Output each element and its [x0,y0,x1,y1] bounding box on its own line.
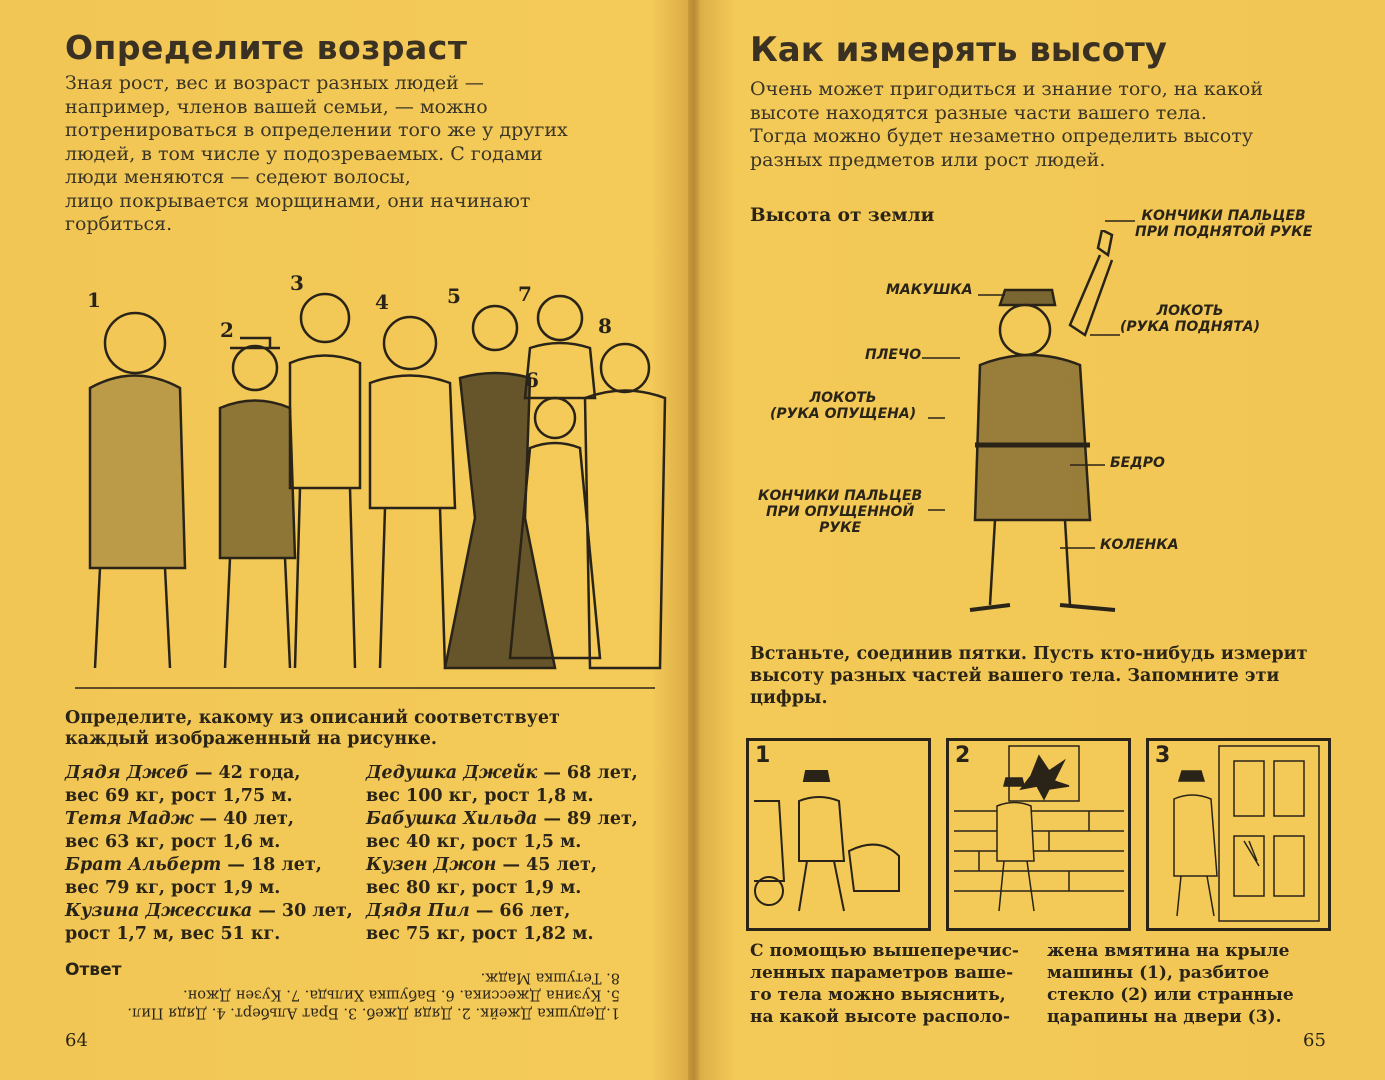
answer-line: 1.Дедушка Джейк. 2. Дядя Джеб. 3. Брат Альберт. 4. Дядя Пил. [127,1004,620,1021]
label-crown: МАКУШКА [886,282,973,298]
desc-rest: — 89 лет, [537,809,638,829]
caption-col2 [1047,940,1294,1028]
desc-row [65,854,353,877]
figure-number: 1 [87,288,101,312]
desc-row [366,762,638,785]
panel-window [946,738,1131,931]
desc-row [65,808,353,831]
descriptions-col1 [65,762,353,946]
descriptions-col2 [366,762,638,946]
page-title-right: Как измерять высоту [750,30,1167,70]
caption-line: на какой высоте располо- [750,1007,1011,1027]
instruction-line: Встаньте, соединив пятки. Пусть кто-нибудь измерит [750,644,1308,664]
panel-car-drawing [749,741,928,928]
intro-line: людей, в том числе у подозреваемых. С годами [65,142,543,165]
label-elbow-down: ЛОКОТЬ (РУКА ОПУЩЕНА) [770,390,917,422]
caption-line: жена вмятина на крыле [1047,941,1290,961]
desc-name: Брат Альберт [65,855,222,875]
desc-row [366,808,638,831]
question-text [65,708,665,750]
leader-lines [700,0,1385,640]
caption-line: царапины на двери (3). [1047,1007,1282,1027]
intro-line: Тогда можно будет незаметно определить высоту [750,125,1254,147]
intro-line: Очень может пригодиться и знание того, на какой [750,78,1263,100]
desc-rest: — 18 лет, [221,855,322,875]
label-shoulder: ПЛЕЧО [865,347,922,363]
label-knee: КОЛЕНКА [1100,537,1179,553]
figure-number: 6 [525,368,539,392]
caption-col1 [750,940,1019,1028]
desc-row [366,900,638,923]
answer-line: 8. Тетушка Мадж. [480,969,620,986]
instruction-line: цифры. [750,688,828,708]
label-elbow-up: ЛОКОТЬ (РУКА ПОДНЯТА) [1120,303,1260,335]
family-illustration [55,268,670,708]
page-left [0,0,690,1080]
panel-door [1146,738,1331,931]
desc-rest: вес 100 кг, рост 1,8 м. [366,786,594,806]
desc-rest: вес 69 кг, рост 1,75 м. [65,786,293,806]
intro-line: лицо покрывается морщинами, они начинают [65,189,531,212]
panel-door-drawing [1149,741,1328,928]
answer-text-upside-down [80,968,620,1021]
desc-rest: вес 79 кг, рост 1,9 м. [65,878,281,898]
figure-number: 7 [518,282,532,306]
panel-number: 1 [755,743,771,768]
desc-name: Дядя Джеб [65,763,189,783]
page-number-left: 64 [65,1030,88,1051]
desc-row [366,877,638,900]
intro-text-left [65,72,645,237]
caption-line: стекло (2) или странные [1047,985,1294,1005]
figure-number: 8 [598,314,612,338]
question-line: Определите, какому из описаний соответствует [65,708,560,728]
page-right [700,0,1385,1080]
instruction-line: высоту разных частей вашего тела. Запомните эти [750,666,1280,686]
desc-rest: — 45 лет, [496,855,597,875]
desc-row [366,831,638,854]
people-drawing [55,268,670,708]
desc-name: Бабушка Хильда [366,809,538,829]
desc-rest: — 68 лет, [537,763,638,783]
figure-number: 5 [447,284,461,308]
label-hip: БЕДРО [1110,455,1165,471]
panel-window-drawing [949,741,1128,928]
desc-row [65,877,353,900]
desc-rest: рост 1,7 м, вес 51 кг. [65,924,281,944]
desc-name: Кузина Джессика [65,901,253,921]
desc-name: Дедушка Джейк [366,763,538,783]
question-line: каждый изображенный на рисунке. [65,729,438,749]
figure-number: 4 [375,290,389,314]
caption-line: ленных параметров ваше- [750,963,1014,983]
desc-row [65,831,353,854]
intro-line: например, членов вашей семьи, — можно [65,95,488,118]
label-fingertips-down: КОНЧИКИ ПАЛЬЦЕВ ПРИ ОПУЩЕННОЙ РУКЕ [758,488,923,536]
caption-line: го тела можно выяснить, [750,985,1006,1005]
desc-rest: вес 75 кг, рост 1,82 м. [366,924,594,944]
desc-row [65,762,353,785]
desc-rest: вес 40 кг, рост 1,5 м. [366,832,582,852]
figure-number: 3 [290,271,304,295]
subheading-height: Высота от земли [750,205,935,226]
desc-rest: вес 80 кг, рост 1,9 м. [366,878,582,898]
intro-line: высоте находятся разные части вашего тела. [750,101,1207,124]
intro-line: горбиться. [65,213,173,235]
desc-row [65,923,353,946]
instruction-text [750,643,1350,709]
panel-number: 3 [1155,743,1171,768]
desc-row [65,785,353,808]
intro-line: Зная рост, вес и возраст разных людей — [65,72,484,94]
desc-rest: — 66 лет, [469,901,571,921]
desc-row [366,785,638,808]
intro-line: разных предметов или рост людей. [750,148,1106,171]
desc-rest: — 42 года, [188,763,301,783]
desc-name: Тетя Мадж [65,809,194,829]
page-title-left: Определите возраст [65,28,468,67]
caption-line: машины (1), разбитое [1047,963,1270,983]
desc-row [366,854,638,877]
label-fingertips-up: КОНЧИКИ ПАЛЬЦЕВ ПРИ ПОДНЯТОЙ РУКЕ [1135,208,1313,240]
figure-number: 2 [220,318,234,342]
desc-rest: — 30 лет, [252,901,353,921]
desc-row [65,900,353,923]
page-number-right: 65 [1303,1030,1326,1051]
caption-line: С помощью вышеперечис- [750,941,1019,961]
panel-car [746,738,931,931]
desc-name: Дядя Пил [366,901,470,921]
desc-rest: — 40 лет, [193,809,294,829]
intro-line: потренироваться в определении того же у других [65,119,568,141]
desc-row [366,923,638,946]
intro-line: люди меняются — седеют волосы, [65,166,411,188]
panel-number: 2 [955,743,971,768]
answer-heading: Ответ [65,960,122,980]
desc-rest: вес 63 кг, рост 1,6 м. [65,832,281,852]
desc-name: Кузен Джон [366,855,497,875]
answer-line: 5. Кузина Джессика. 6. Бабушка Хильда. 7. Кузен Джон. [182,987,620,1003]
